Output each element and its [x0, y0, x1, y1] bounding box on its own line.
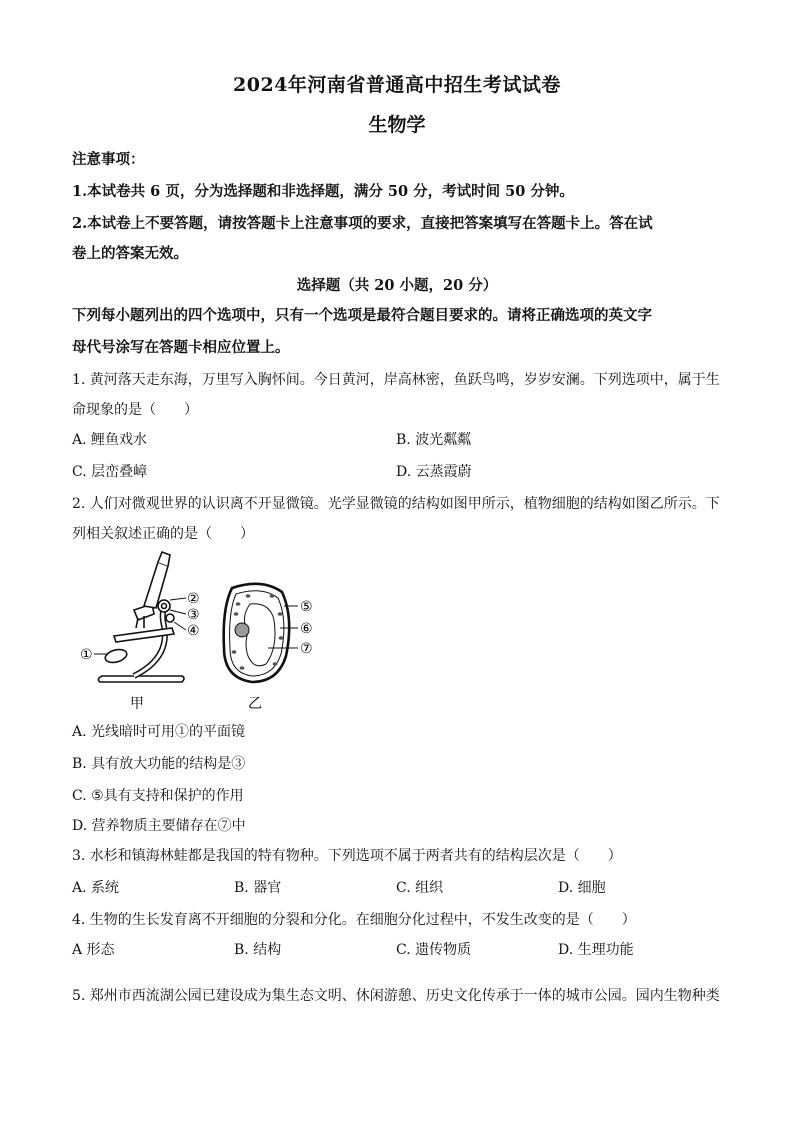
q4-option-d: D. 生理功能 [558, 942, 634, 958]
q2-figure [72, 548, 332, 718]
q3-stem: 3. 水杉和镇海林蛙都是我国的特有物种。下列选项不属于两者共有的结构层次是（ ） [72, 848, 622, 864]
plant-cell-figure [224, 584, 290, 682]
q4-option-a: A 形态 [72, 942, 115, 958]
q1-option-b: B. 波光粼粼 [396, 432, 472, 448]
q1-stem-line-2: 命现象的是（ ） [72, 402, 198, 418]
microscope-figure [98, 552, 184, 682]
marker-5: ⑤ [300, 599, 313, 615]
q1-option-a: A. 鲤鱼戏水 [72, 432, 148, 448]
notice-item-2-line-2: 卷上的答案无效。 [72, 245, 188, 262]
notice-item-2-line-1: 2.本试卷上不要答题，请按答题卡上注意事项的要求，直接把答案填写在答题卡上。答在试 [72, 215, 653, 232]
marker-7: ⑦ [300, 641, 313, 657]
marker-2: ② [187, 591, 200, 607]
q2-option-b: B. 具有放大功能的结构是③ [72, 756, 246, 772]
marker-4: ④ [187, 623, 200, 639]
section-instruction-line-1: 下列每小题列出的四个选项中，只有一个选项是最符合题目要求的。请将正确选项的英文字 [72, 307, 652, 324]
marker-3: ③ [187, 607, 200, 623]
q3-option-d: D. 细胞 [558, 880, 606, 896]
marker-1: ① [80, 647, 93, 663]
q1-option-c: C. 层峦叠嶂 [72, 464, 148, 480]
q4-stem: 4. 生物的生长发育离不开细胞的分裂和分化。在细胞分化过程中，不发生改变的是（ ） [72, 912, 636, 928]
exam-title: 2024年河南省普通高中招生考试试卷 [233, 74, 561, 96]
section-instruction-line-2: 母代号涂写在答题卡相应位置上。 [72, 339, 290, 356]
q2-stem-line-2: 列相关叙述正确的是（ ） [72, 526, 254, 542]
marker-6: ⑥ [300, 621, 313, 637]
figure-label-jia: 甲 [130, 696, 144, 712]
q4-option-c: C. 遗传物质 [396, 942, 472, 958]
figure-label-yi: 乙 [248, 696, 262, 712]
q2-stem-line-1: 2. 人们对微观世界的认识离不开显微镜。光学显微镜的结构如图甲所示，植物细胞的结构如图乙所示。下 [72, 496, 720, 512]
subject-title: 生物学 [368, 114, 426, 136]
q1-option-d: D. 云蒸霞蔚 [396, 464, 472, 480]
q1-stem-line-1: 1. 黄河落天走东海，万里写入胸怀间。今日黄河，岸高林密，鱼跃鸟鸣，岁岁安澜。下列选项中，属于生 [72, 372, 720, 388]
notice-item-1: 1.本试卷共 6 页，分为选择题和非选择题，满分 50 分，考试时间 50 分钟。 [72, 183, 574, 200]
q3-option-c: C. 组织 [396, 880, 444, 896]
q2-option-d: D. 营养物质主要储存在⑦中 [72, 818, 246, 834]
q2-option-a: A. 光线暗时可用①的平面镜 [72, 724, 246, 740]
section-title: 选择题（共 20 小题，20 分） [296, 277, 498, 294]
q4-option-b: B. 结构 [234, 942, 282, 958]
notice-heading: 注意事项： [72, 151, 145, 168]
q5-stem-line-1: 5. 郑州市西流湖公园已建设成为集生态文明、休闲游憩、历史文化传承于一体的城市公园。园内生物种类 [72, 988, 720, 1004]
q2-option-c: C. ⑤具有支持和保护的作用 [72, 788, 244, 804]
q3-option-a: A. 系统 [72, 880, 120, 896]
q3-option-b: B. 器官 [234, 880, 282, 896]
